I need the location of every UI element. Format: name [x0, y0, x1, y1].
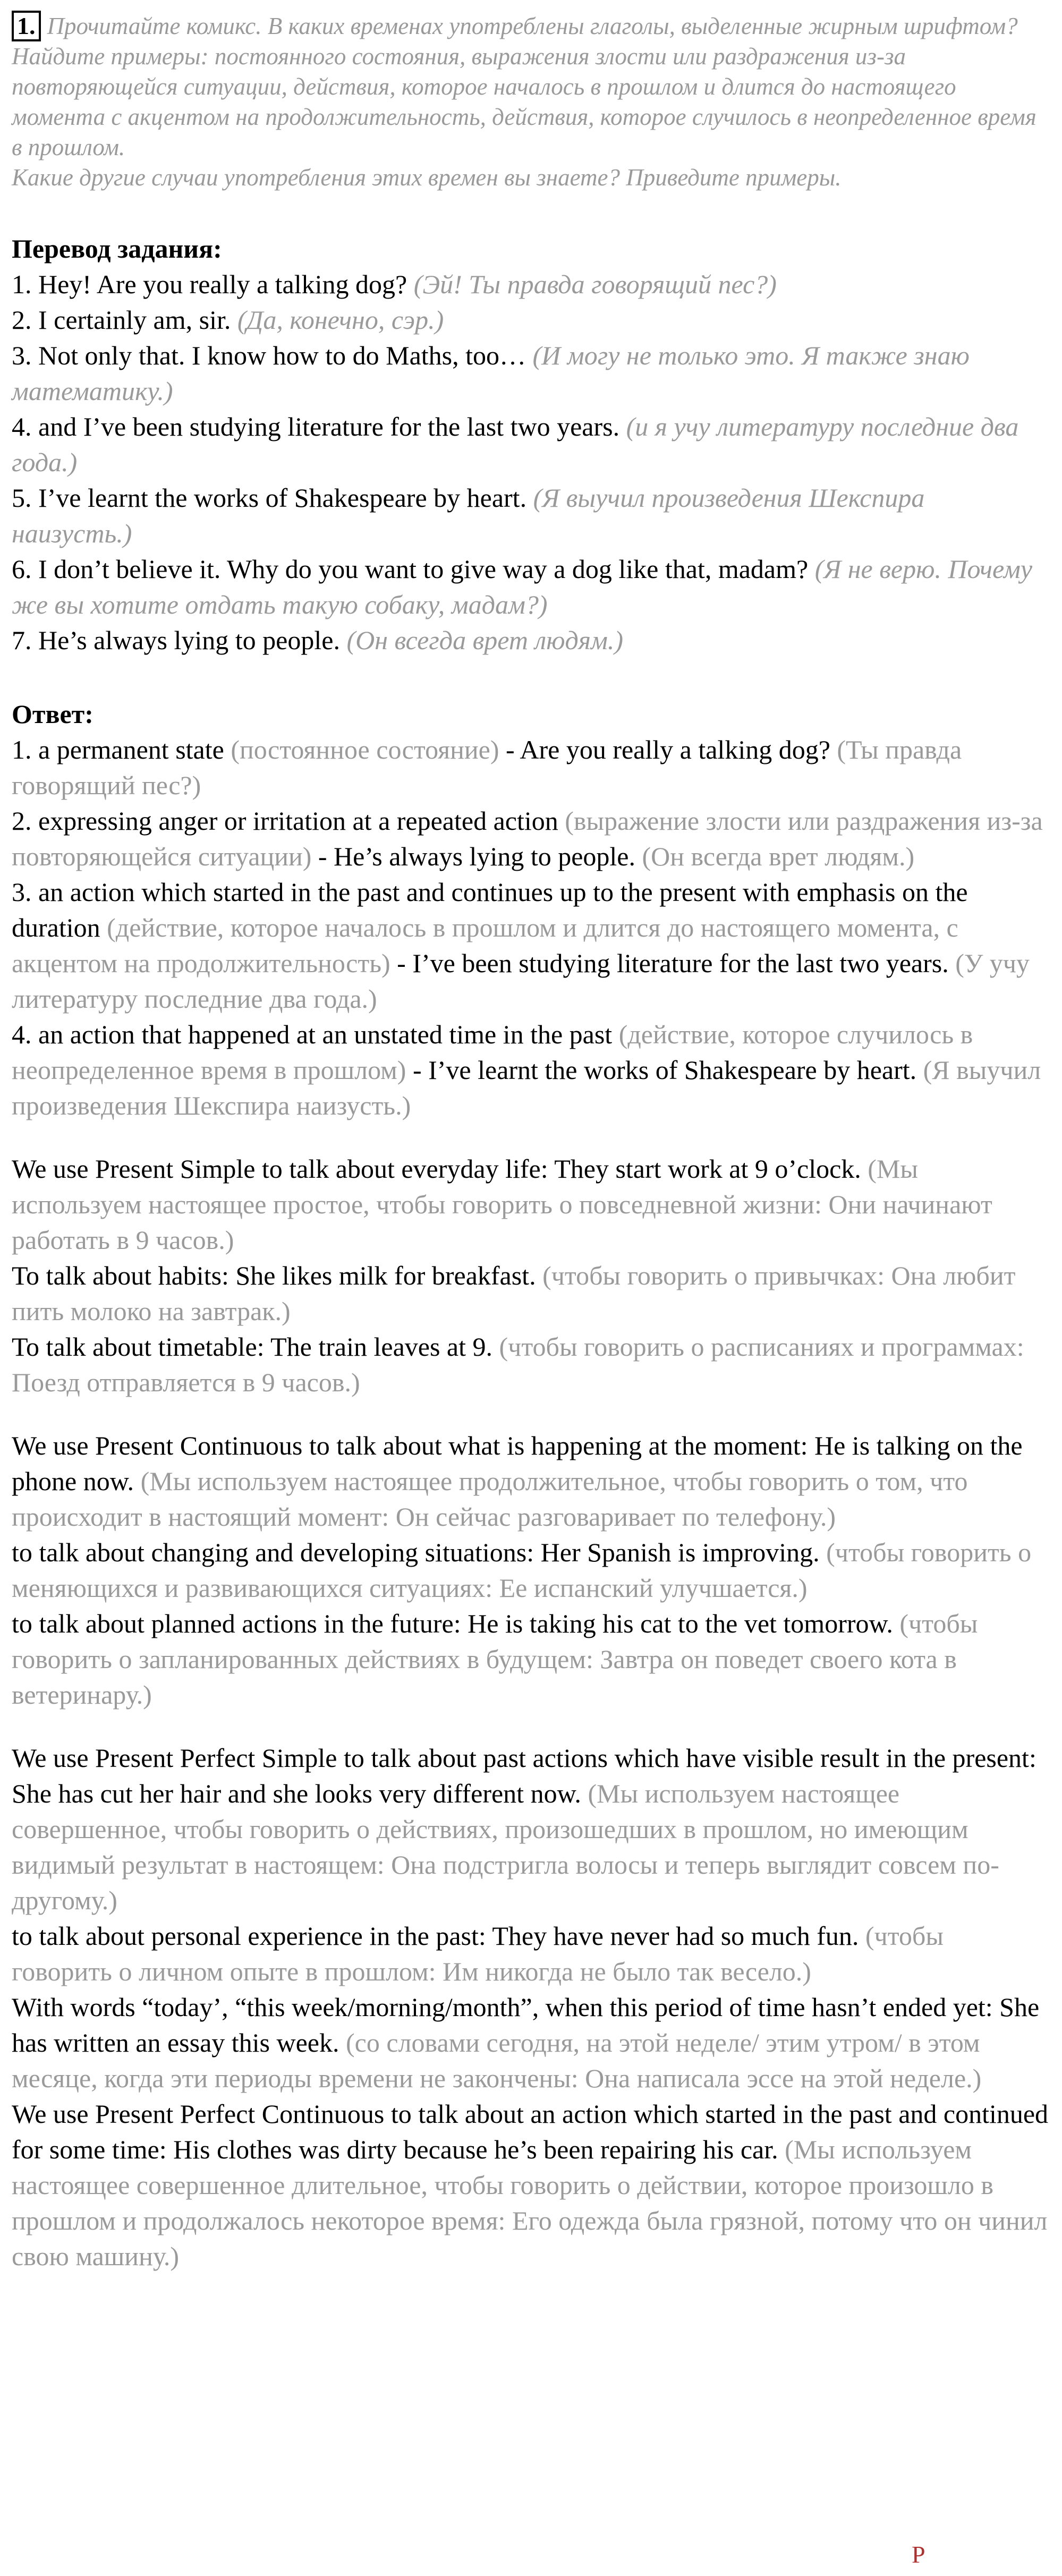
- task-text: Прочитайте комикс. В каких временах употреблены глаголы, выделенные жирным шрифтом? Найдите примеры: постоянного состояния, выражения злости или раздражения из-за повторяющейся ситуации, действия, которое началось в прошлом и длится до настоящего момента с акцентом на продолжительность, действия, которое случилось в неопределенное время в прошлом.: [12, 13, 1036, 160]
- translation-line: 6. I don’t believe it. Why do you want to give way a dog like that, madam? (Я не верю. Почему же вы хотите отдать такую собаку, мадам?): [12, 554, 1033, 619]
- answer-item: 1. a permanent state (постоянное состояние) - Are you really a talking dog? (Ты правда говорящий пес?): [12, 735, 962, 800]
- translation-line: 4. and I’ve been studying literature for the last two years. (и я учу литературу последние два года.): [12, 412, 1019, 477]
- usage-line: to talk about planned actions in the future: He is taking his cat to the vet tomorrow. (чтобы говорить о запланированных действиях в будущем: Завтра он поведет своего кота в ветеринару.): [12, 1609, 978, 1710]
- answer-item: 4. an action that happened at an unstated time in the past (действие, которое случилось в неопределенное время в прошлом) - I’ve learnt the works of Shakespeare by heart. (Я выучил произведения Шекспира наизусть.): [12, 1019, 1041, 1120]
- usage-line: We use Present Perfect Continuous to talk about an action which started in the past and continued for some time: His clothes was dirty because he’s been repairing his car. (Мы используем настоящее совершенное длительное, чтобы говорить о действии, которое произошло в прошлом и продолжалось некоторое время: Его одежда была грязной, потому что он чинил свою машину.): [12, 2099, 1049, 2271]
- translation-line: 5. I’ve learnt the works of Shakespeare by heart. (Я выучил произведения Шекспира наизусть.): [12, 483, 925, 548]
- translation-title: Перевод задания:: [12, 234, 222, 263]
- task-number: 1.: [12, 11, 41, 41]
- answer-item: 2. expressing anger or irritation at a repeated action (выражение злости или раздражения из-за повторяющейся ситуации) - He’s always lying to people. (Он всегда врет людям.): [12, 806, 1043, 871]
- answer-title: Ответ:: [12, 699, 94, 729]
- answer-item: 3. an action which started in the past and continues up to the present with emphasis on the duration (действие, которое началось в прошлом и длится до настоящего момента, с акцентом на продолжительность) - I’ve been studying literature for the last two years. (У учу литературу последние два года.): [12, 877, 1030, 1014]
- present-perfect-simple-block: [12, 1740, 1050, 2096]
- document-page: [12, 11, 1050, 2274]
- task-question: Какие другие случаи употребления этих времен вы знаете? Приведите примеры.: [12, 164, 842, 191]
- present-simple-block: [12, 1151, 1050, 1400]
- usage-line: to talk about personal experience in the past: They have never had so much fun. (чтобы говорить о личном опыте в прошлом: Им никогда не было так весело.): [12, 1921, 944, 1986]
- signature-mark: P: [912, 2541, 925, 2568]
- usage-line: To talk about timetable: The train leaves at 9. (чтобы говорить о расписаниях и программах: Поезд отправляется в 9 часов.): [12, 1332, 1024, 1397]
- answer-list: [12, 732, 1050, 1124]
- usage-line: We use Present Perfect Simple to talk about past actions which have visible result in the present: She has cut her hair and she looks very different now. (Мы используем настоящее совершенное, чтобы говорить о действиях, произошедших в прошлом, но имеющим видимый результат в настоящем: Она подстригла волосы и теперь выглядит совсем по-другому.): [12, 1743, 1036, 1915]
- usage-line: We use Present Simple to talk about everyday life: They start work at 9 o’clock. (Мы используем настоящее простое, чтобы говорить о повседневной жизни: Они начинают работать в 9 часов.): [12, 1154, 992, 1255]
- present-continuous-block: [12, 1428, 1050, 1713]
- translation-line: 7. He’s always lying to people. (Он всегда врет людям.): [12, 625, 624, 655]
- task-instruction: [12, 11, 1050, 193]
- translation-list: [12, 267, 1050, 658]
- usage-line: With words “today’, “this week/morning/month”, when this period of time hasn’t ended yet: She has written an essay this week. (со словами сегодня, на этой неделе/ этим утром/ в этом месяце, когда эти периоды времени не закончены: Она написала эссе на этой неделе.): [12, 1992, 1040, 2093]
- present-perfect-continuous-block: [12, 2096, 1050, 2274]
- usage-line: To talk about habits: She likes milk for breakfast. (чтобы говорить о привычках: Она любит пить молоко на завтрак.): [12, 1261, 1016, 1326]
- translation-line: 2. I certainly am, sir. (Да, конечно, сэр.): [12, 305, 444, 335]
- translation-line: 3. Not only that. I know how to do Maths, too… (И могу не только это. Я также знаю математику.): [12, 341, 970, 406]
- translation-line: 1. Hey! Are you really a talking dog? (Эй! Ты правда говорящий пес?): [12, 269, 777, 299]
- usage-line: to talk about changing and developing situations: Her Spanish is improving. (чтобы говорить о меняющихся и развивающихся ситуациях: Ее испанский улучшается.): [12, 1537, 1032, 1603]
- usage-line: We use Present Continuous to talk about what is happening at the moment: He is talking on the phone now. (Мы используем настоящее продолжительное, чтобы говорить о том, что происходит в настоящий момент: Он сейчас разговаривает по телефону.): [12, 1431, 1023, 1532]
